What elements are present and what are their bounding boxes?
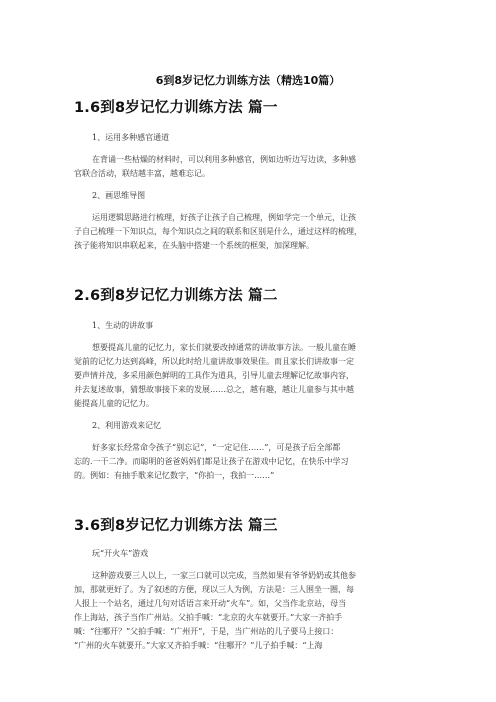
section-3-paragraph-1-line: “广州的火车就要开。”大家又齐拍手喊：“往哪开？”儿子拍手喊：“上海 [74,641,323,650]
section-3-heading: 3.6到8岁记忆力训练方法 篇三 [74,518,278,534]
section-1-item-2: 2、画思维导图 [92,191,146,200]
section-2-item-1: 1、生动的讲故事 [92,321,154,330]
section-1-heading: 1.6到8岁记忆力训练方法 篇一 [74,100,278,116]
section-2-paragraph-1-line: 能提高儿童的记忆力。 [74,399,154,408]
section-1-paragraph-1-line: 在背诵一些枯燥的材料时，可以利用多种感官，例如边听边写边读，多种感 [92,155,356,164]
section-1-paragraph-2-line: 孩子能将知识串联起来，在头脑中搭建一个系统的框架，加深理解。 [74,241,314,250]
section-2-paragraph-2-line: 好多家长经常命令孩子“别忘记”，“一定记住……”，可是孩子后全部都 [92,443,341,452]
section-2-paragraph-1-line: 并去复述故事，猜想故事接下来的发展……总之，越有趣，越让儿童参与其中越 [74,385,354,394]
section-2-item-2: 2、利用游戏来记忆 [92,421,162,430]
section-3-paragraph-1-line: 人报上一个站名，通过几句对话语言来开动“火车”。如，父当作北京站，母当 [74,599,347,608]
section-3-paragraph-1-line: 加，那就更好了。为了叙述的方便，现以三人为例，方法是：三人围坐一圈，每 [74,585,354,594]
section-1-paragraph-1-line: 官联合活动，联结越丰富，越难忘记。 [74,169,210,178]
section-2-heading: 2.6到8岁记忆力训练方法 篇二 [74,288,278,304]
section-1-paragraph-2-line: 子自己梳理一下知识点，每个知识点之间的联系和区别是什么，通过这样的梳理， [74,227,362,236]
section-3-paragraph-1-line: 这种游戏要三人以上，一家三口就可以完成，当然如果有爷爷奶奶或其他参 [92,571,356,580]
section-3-paragraph-1-line: 作上海站，孩子当作广州站。父拍手喊：“北京的火车就要开。”大家一齐拍手 [74,613,343,622]
section-2-paragraph-1-line: 觉前的记忆力达到高峰，所以此时给儿童讲故事效果佳。而且家长们讲故事一定 [74,357,354,366]
section-2-paragraph-1-line: 想要提高儿童的记忆力，家长们就要改掉通常的讲故事方法。一般儿童在睡 [92,343,356,352]
section-2-paragraph-1-line: 要声情并茂，多采用颜色鲜明的工具作为道具，引导儿童去理解记忆故事内容， [74,371,354,380]
document-title: 6到8岁记忆力训练方法（精选10篇） [155,74,341,87]
section-1-paragraph-2-line: 运用逻辑思路进行梳理，好孩子让孩子自己梳理，例如学完一个单元，让孩 [92,213,356,222]
section-1-item-1: 1、运用多种感官通道 [92,133,170,142]
section-2-paragraph-2-line: 忘的.一干二净。而聪明的爸爸妈妈们都是让孩子在游戏中记忆，在快乐中学习 [74,457,349,466]
section-3-paragraph-1-line: 喊：“往哪开？”父拍手喊：“广州开”，于是，当广州站的儿子要马上接口： [74,627,339,636]
section-2-paragraph-2-line: 的。例如：有抽手歌来记忆数字，“你拍一，我拍一……” [74,471,275,480]
section-3-item-1: 玩“开火车”游戏 [92,549,149,558]
